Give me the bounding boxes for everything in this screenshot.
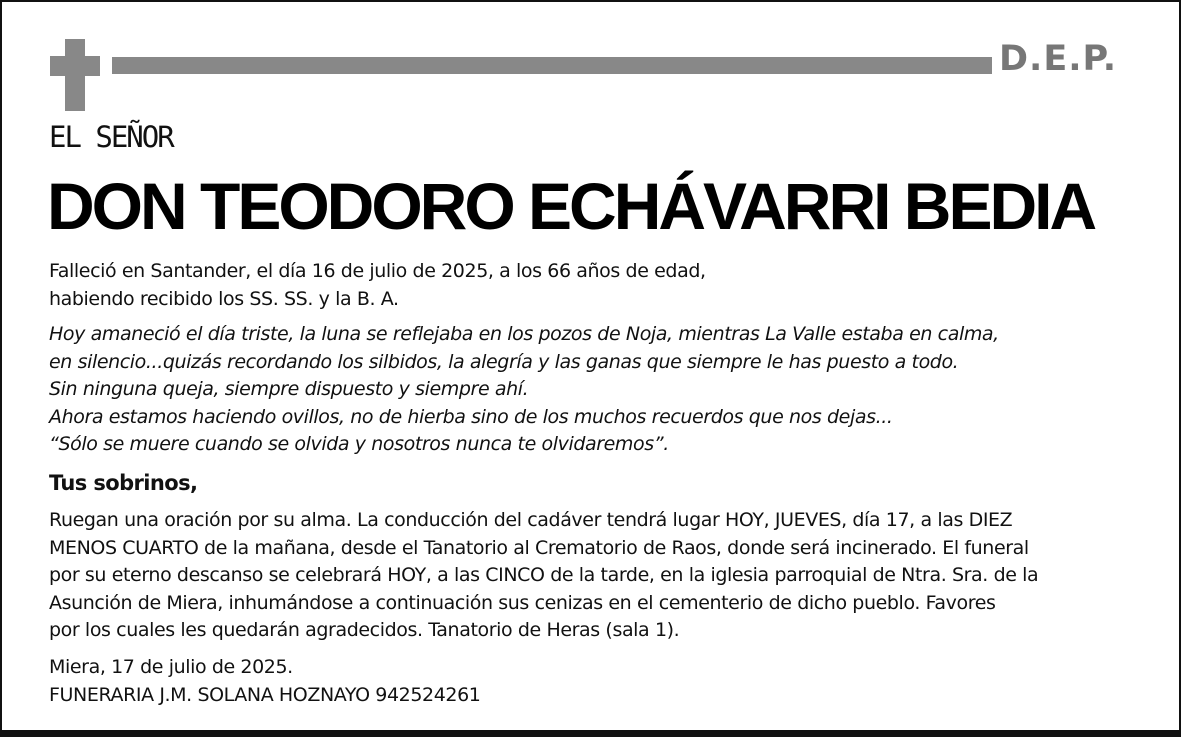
poem-paragraph [49,321,999,459]
footer-funeral-home: FUNERARIA J.M. SOLANA HOZNAYO 942524261 [49,683,481,706]
details-line: Ruegan una oración por su alma. La conducción del cadáver tendrá lugar HOY, JUEVES, día 17, a las DIEZ [49,509,1013,531]
details-line: MENOS CUARTO de la mañana, desde el Tanatorio al Crematorio de Raos, donde será incinerado. El funeral [49,536,1029,559]
footer-paragraph [49,654,480,709]
poem-line: Ahora estamos haciendo ovillos, no de hierba sino de los muchos recuerdos que nos dejas... [49,405,893,428]
cross-icon-arm [50,56,100,76]
signature: Tus sobrinos, [49,471,198,495]
poem-line: Sin ninguna queja, siempre dispuesto y siempre ahí. [49,378,529,400]
footer-date: Miera, 17 de julio de 2025. [49,656,293,678]
poem-line: Hoy amaneció el día triste, la luna se reflejaba en los pozos de Noja, mientras La Valle estaba en calma, [49,323,999,345]
intro-line: Falleció en Santander, el día 16 de julio de 2025, a los 66 años de edad, [49,260,706,282]
poem-line: en silencio...quizás recordando los silbidos, la alegría y las ganas que siempre le has puesto a todo. [49,350,959,373]
poem-line: “Sólo se muere cuando se olvida y nosotros nunca te olvidaremos”. [49,433,669,455]
details-line: por los cuales les quedarán agradecidos. Tanatorio de Heras (sala 1). [49,619,680,641]
details-line: por su eterno descanso se celebrará HOY, a las CINCO de la tarde, en la iglesia parroquial de Ntra. Sra. de la [49,564,1039,586]
intro-paragraph [49,258,706,313]
dep-label: D.E.P. [999,39,1118,79]
header-rule [112,57,992,74]
deceased-name: DON TEODORO ECHÁVARRI BEDIA [47,169,1095,243]
intro-line: habiendo recibido los SS. SS. y la B. A. [49,287,399,310]
details-line: Asunción de Miera, inhumándose a continuación sus cenizas en el cementerio de dicho pueblo. Favores [49,591,996,614]
details-paragraph [49,507,1038,645]
title-honorific: EL SEÑOR [49,120,173,154]
